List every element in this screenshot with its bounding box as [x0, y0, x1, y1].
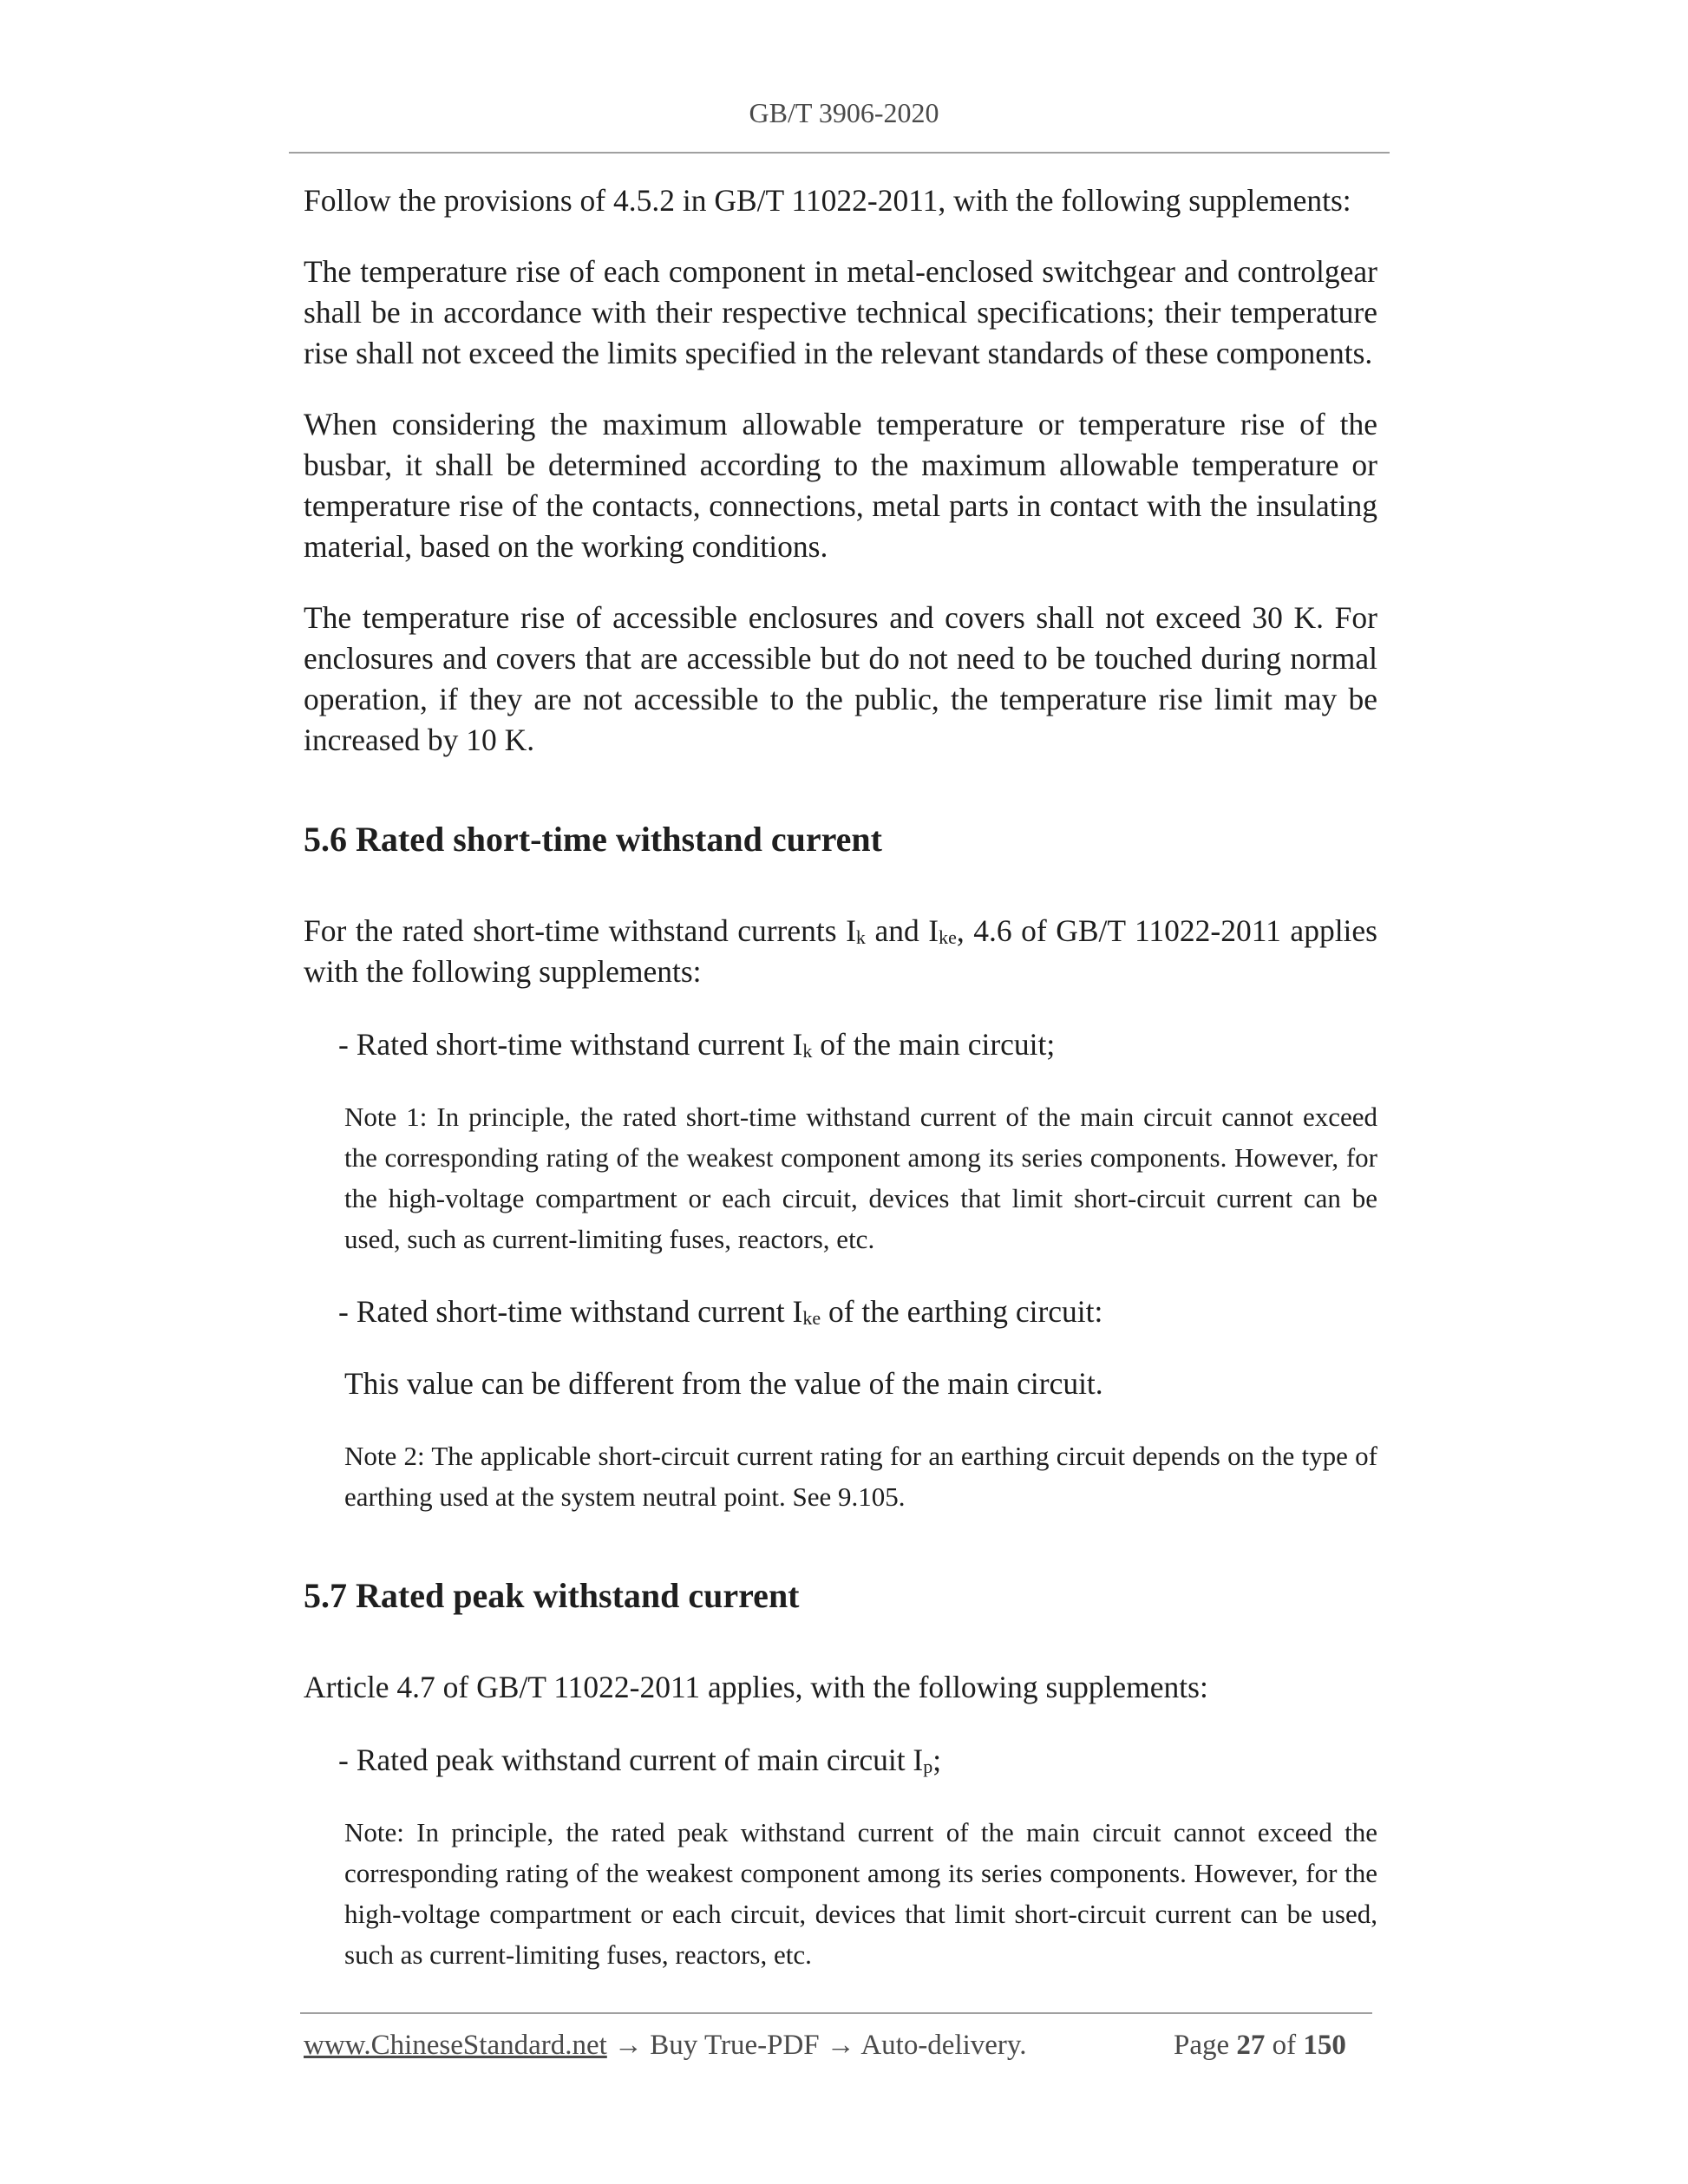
text-run: For the rated short-time withstand currents I [304, 913, 856, 948]
text-run: of the earthing circuit: [821, 1294, 1103, 1329]
buy-text: Buy True-PDF [650, 2030, 820, 2061]
page-label: Page [1174, 2030, 1230, 2061]
paragraph: The temperature rise of each component in metal-enclosed switchgear and controlgear shall be in accordance with their respective technical specifications; their temperature rise shall not exceed the limits specified in the relevant standards of these components. [304, 254, 1377, 370]
paragraph: Follow the provisions of 4.5.2 in GB/T 11022-2011, with the following supplements: [304, 183, 1351, 218]
subscript: ke [939, 926, 957, 948]
delivery-text: Auto-delivery. [860, 2030, 1027, 2061]
note: Note 2: The applicable short-circuit current rating for an earthing circuit depends on the type of earthing used at the system neutral point. See 9.105. [344, 1441, 1377, 1512]
footer-divider [300, 2012, 1372, 2014]
page-number: 27 [1236, 2030, 1266, 2061]
subscript: k [855, 926, 866, 948]
text-run: and I [865, 913, 939, 948]
text-run: of the main circuit; [812, 1027, 1056, 1062]
list-item [338, 1740, 1377, 1781]
of-label: of [1272, 2030, 1297, 2061]
text-run: - Rated short-time withstand current I [338, 1294, 803, 1329]
paragraph: When considering the maximum allowable temperature or temperature rise of the busbar, it shall be determined according to the maximum allowable temperature or temperature rise of the contacts, connections, metal parts in contact with the insulating material, based on the working conditions. [304, 407, 1377, 564]
section-heading: 5.6 Rated short-time withstand current [304, 820, 882, 859]
section-intro [304, 911, 1377, 992]
list-item [338, 1024, 1377, 1065]
section-intro: Article 4.7 of GB/T 11022-2011 applies, with the following supplements: [304, 1670, 1208, 1704]
text-run: ; [932, 1743, 942, 1777]
note: Note: In principle, the rated peak withstand current of the main circuit cannot exceed the corresponding rating of the weakest component among its series components. However, for the high-voltage compartment or each circuit, devices that limit short-circuit current can be used, such as current-limiting fuses, reactors, etc. [344, 1817, 1377, 1970]
subscript: ke [802, 1307, 821, 1329]
item-description: This value can be different from the value of the main circuit. [344, 1366, 1103, 1401]
website-link[interactable]: www.ChineseStandard.net [304, 2030, 607, 2061]
note: Note 1: In principle, the rated short-time withstand current of the main circuit cannot exceed the corresponding rating of the weakest component among its series components. However, for the high-voltage compartment or each circuit, devices that limit short-circuit current can be used, such as current-limiting fuses, reactors, etc. [344, 1102, 1377, 1254]
document-header: GB/T 3906-2020 [749, 97, 939, 128]
page-indicator [1174, 2030, 1346, 2062]
list-item [338, 1291, 1377, 1332]
total-pages: 150 [1303, 2030, 1346, 2061]
footer-promo [304, 2030, 1027, 2062]
text-run: - Rated short-time withstand current I [338, 1027, 803, 1062]
arrow-icon: → [614, 2030, 644, 2061]
header-divider [289, 152, 1390, 154]
paragraph: The temperature rise of accessible enclosures and covers shall not exceed 30 K. For enclosures and covers that are accessible but do not need to be touched during normal operation, if they are not accessible to the public, the temperature rise limit may be increased by 10 K. [304, 600, 1377, 757]
text-run: , 4.6 of GB/T 11022-2011 applies with the following supplements: [304, 913, 1377, 989]
subscript: p [923, 1756, 933, 1777]
subscript: k [802, 1040, 813, 1062]
text-run: - Rated peak withstand current of main circuit I [338, 1743, 924, 1777]
arrow-icon: → [826, 2030, 855, 2061]
page-content [304, 180, 1377, 1975]
section-heading: 5.7 Rated peak withstand current [304, 1576, 800, 1615]
